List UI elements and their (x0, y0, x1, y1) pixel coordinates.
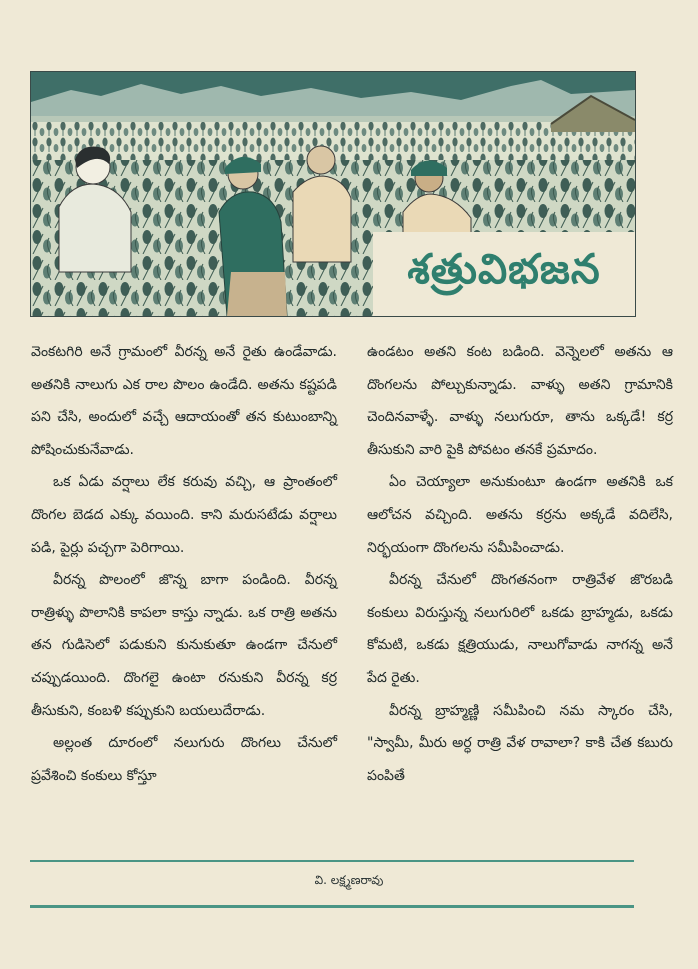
right-column (367, 336, 673, 792)
paragraph: వీరన్న బ్రాహ్మణ్ణి సమీపించి నమ స్కారం చేసి, "స్వామీ, మీరు అర్ధ రాత్రి వేళ రావాలా? కాకి చేత కబురు పంపితే (367, 702, 673, 784)
paragraph: వీరన్న పొలంలో జొన్న బాగా పండింది. వీరన్న రాత్రిళ్ళు పొలానికి కాపలా కాస్తు న్నాడు. ఒక రాత్రి అతను తన గుడిసెలో పడుకుని కునుకుతూ ఉండగా చేనులో చప్పుడయింది. దొంగలై ఉంటా రనుకుని వీరన్న కర్ర తీసుకుని, కంబళి కప్పుకుని బయలుదేరాడు. (31, 572, 337, 719)
paragraph: అల్లంత దూరంలో నలుగురు దొంగలు చేనులో ప్రవేశించి కంకులు కోస్తూ (31, 735, 337, 784)
paragraph: వెంకటగిరి అనే గ్రామంలో వీరన్న అనే రైతు ఉండేవాడు. అతనికి నాలుగు ఎక రాల పొలం ఉండేది. అతను కష్టపడి పని చేసి, అందులో వచ్చే ఆదాయంతో తన కుటుంబాన్ని పోషించుకునేవాడు. (31, 344, 337, 458)
story-title: శత్రువిభజన (407, 245, 601, 293)
author-credit: వి. లక్ష్మణరావు (314, 873, 384, 887)
left-column (31, 336, 337, 792)
divider-bottom (30, 905, 634, 908)
title-box (373, 232, 635, 316)
paragraph: ఒక ఏడు వర్షాలు లేక కరువు వచ్చి, ఆ ప్రాంతంలో దొంగల బెడద ఎక్కు వయింది. కాని మరుసటేడు వర్షాలు పడి, పైర్లు పచ్చగా పెరిగాయి. (31, 474, 337, 556)
divider-top (30, 860, 634, 862)
paragraph: ఏం చెయ్యాలా అనుకుంటూ ఉండగా అతనికి ఒక ఆలోచన వచ్చింది. అతను కర్రను అక్కడే వదిలేసి, నిర్భయంగా దొంగలను సమీపించాడు. (367, 474, 673, 556)
paragraph: వీరన్న చేనులో దొంగతనంగా రాత్రివేళ జొరబడి కంకులు విరుస్తున్న నలుగురిలో ఒకడు బ్రాహ్మడు, ఒకడు కోమటి, ఒకడు క్షత్రియుడు, నాలుగోవాడు నాగన్న అనే పేద రైతు. (367, 572, 673, 686)
paragraph: ఉండటం అతని కంట బడింది. వెన్నెలలో అతను ఆ దొంగలను పోల్చుకున్నాడు. వాళ్ళు అతని గ్రామానికి చెందినవాళ్ళే. వాళ్ళు నలుగురూ, తాను ఒక్కడే! కర్ర తీసుకుని వారి పైకి పోవటం తనకే ప్రమాదం. (367, 344, 673, 458)
